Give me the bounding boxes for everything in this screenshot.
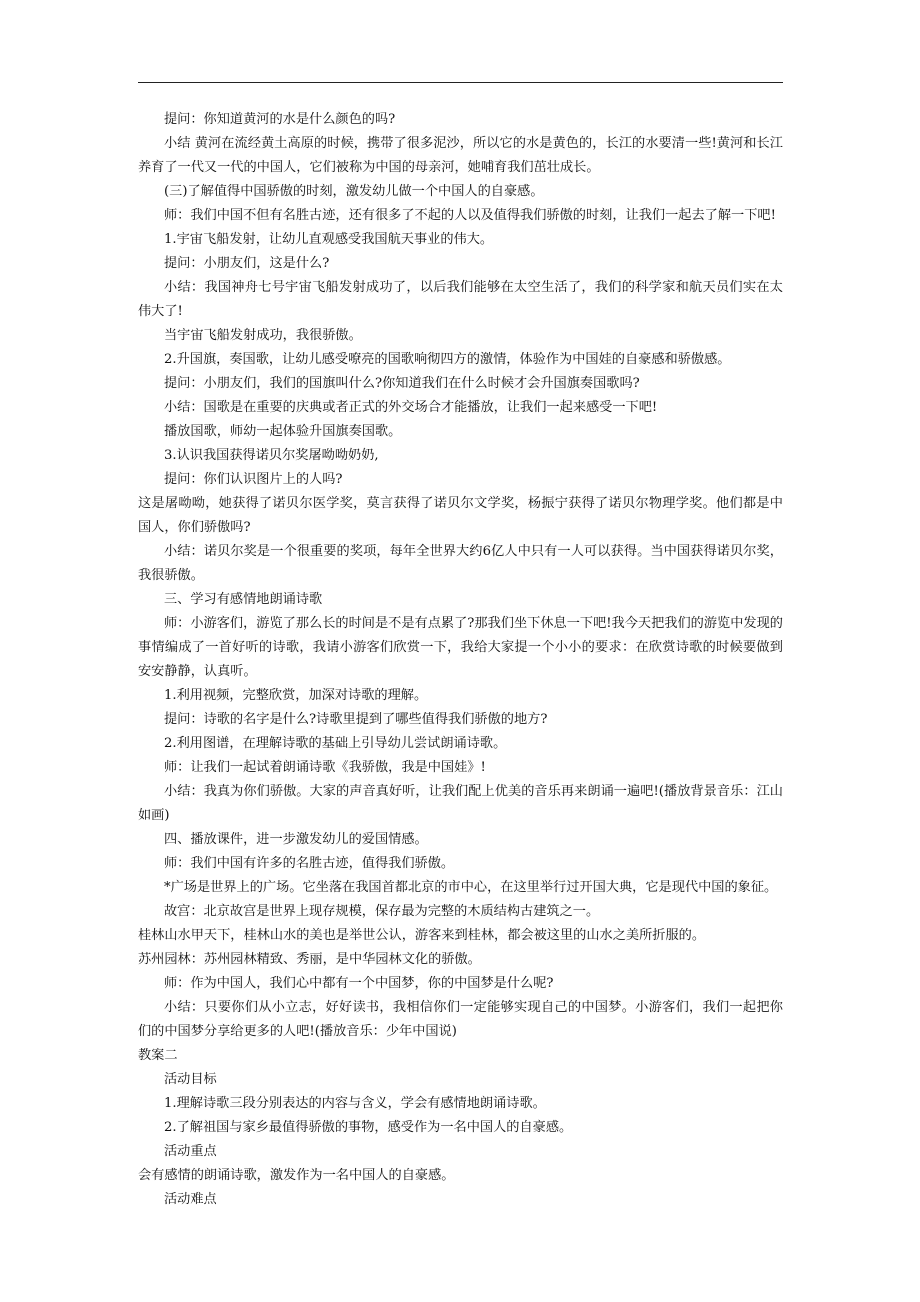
paragraph: 师：小游客们，游览了那么长的时间是不是有点累了?那我们坐下休息一下吧!我今天把我们的游览中发现的事情编成了一首好听的诗歌，我请小游客们欣赏一下，我给大家提一个小小的要求：在欣赏诗歌的时候要做到安安静静，认真听。 bbox=[138, 616, 783, 679]
paragraph: 当宇宙飞船发射成功，我很骄傲。 bbox=[164, 328, 362, 343]
document-body bbox=[138, 108, 783, 1212]
paragraph: 播放国歌，师幼一起体验升国旗奏国歌。 bbox=[164, 424, 402, 439]
paragraph: 提问：你们认识图片上的人吗? bbox=[164, 472, 343, 487]
paragraph: 1.理解诗歌三段分别表达的内容与含义，学会有感情地朗诵诗歌。 bbox=[164, 1096, 546, 1111]
paragraph: 故宫：北京故宫是世界上现存规模，保存最为完整的木质结构古建筑之一。 bbox=[164, 904, 600, 919]
paragraph: 1.利用视频，完整欣赏，加深对诗歌的理解。 bbox=[164, 688, 428, 703]
paragraph: (三)了解值得中国骄傲的时刻，激发幼儿做一个中国人的自豪感。 bbox=[164, 184, 544, 199]
subheading: 活动重点 bbox=[164, 1144, 217, 1159]
paragraph: 这是屠呦呦，她获得了诺贝尔医学奖，莫言获得了诺贝尔文学奖，杨振宁获得了诺贝尔物理学奖。他们都是中国人，你们骄傲吗? bbox=[138, 496, 783, 535]
paragraph: 小结：只要你们从小立志，好好读书，我相信你们一定能够实现自己的中国梦。小游客们，我们一起把你们的中国梦分享给更多的人吧!(播放音乐：少年中国说) bbox=[138, 1000, 783, 1039]
paragraph: 1.宇宙飞船发射，让幼儿直观感受我国航天事业的伟大。 bbox=[164, 232, 494, 247]
section-heading: 四、播放课件，进一步激发幼儿的爱国情感。 bbox=[164, 832, 428, 847]
paragraph: 2.利用图谱，在理解诗歌的基础上引导幼儿尝试朗诵诗歌。 bbox=[164, 736, 507, 751]
paragraph: 苏州园林：苏州园林精致、秀丽，是中华园林文化的骄傲。 bbox=[138, 952, 481, 967]
paragraph: 小结：诺贝尔奖是一个很重要的奖项，每年全世界大约6亿人中只有一人可以获得。当中国获得诺贝尔奖，我很骄傲。 bbox=[138, 544, 783, 583]
paragraph: 2.升国旗，奏国歌，让幼儿感受嘹亮的国歌响彻四方的激情，体验作为中国娃的自豪感和骄傲感。 bbox=[164, 352, 731, 367]
paragraph: 小结：我真为你们骄傲。大家的声音真好听，让我们配上优美的音乐再来朗诵一遍吧!(播放背景音乐：江山如画) bbox=[138, 784, 783, 823]
paragraph: 提问：诗歌的名字是什么?诗歌里提到了哪些值得我们骄傲的地方? bbox=[164, 712, 548, 727]
paragraph: 小结：国歌是在重要的庆典或者正式的外交场合才能播放，让我们一起来感受一下吧! bbox=[164, 400, 658, 415]
subheading: 活动难点 bbox=[164, 1192, 217, 1207]
paragraph: 3.认识我国获得诺贝尔奖屠呦呦奶奶, bbox=[164, 448, 379, 463]
paragraph: 提问：你知道黄河的水是什么颜色的吗? bbox=[164, 112, 396, 127]
header-rule bbox=[138, 82, 783, 83]
paragraph: 师：我们中国有许多的名胜古迹，值得我们骄傲。 bbox=[164, 856, 455, 871]
section-heading: 三、学习有感情地朗诵诗歌 bbox=[164, 592, 323, 607]
subheading: 活动目标 bbox=[164, 1072, 217, 1087]
paragraph: 师：我们中国不但有名胜古迹，还有很多了不起的人以及值得我们骄傲的时刻，让我们一起去了解一下吧! bbox=[164, 208, 776, 223]
paragraph: 小结：我国神舟七号宇宙飞船发射成功了，以后我们能够在太空生活了，我们的科学家和航天员们实在太伟大了! bbox=[138, 280, 783, 319]
paragraph: *广场是世界上的广场。它坐落在我国首都北京的市中心，在这里举行过开国大典，它是现代中国的象征。 bbox=[164, 880, 778, 895]
paragraph: 师：让我们一起试着朗诵诗歌《我骄傲，我是中国娃》! bbox=[164, 760, 486, 775]
paragraph: 会有感情的朗诵诗歌，激发作为一名中国人的自豪感。 bbox=[138, 1168, 455, 1183]
paragraph: 提问：小朋友们，这是什么? bbox=[164, 256, 330, 271]
paragraph: 小结 黄河在流经黄土高原的时候，携带了很多泥沙，所以它的水是黄色的，长江的水要清一些!黄河和长江养育了一代又一代的中国人，它们被称为中国的母亲河，她哺育我们茁壮成长。 bbox=[138, 136, 783, 175]
paragraph: 2.了解祖国与家乡最值得骄傲的事物，感受作为一名中国人的自豪感。 bbox=[164, 1120, 573, 1135]
paragraph: 桂林山水甲天下，桂林山水的美也是举世公认，游客来到桂林，都会被这里的山水之美所折服的。 bbox=[138, 928, 706, 943]
paragraph: 提问：小朋友们，我们的国旗叫什么?你知道我们在什么时候才会升国旗奏国歌吗? bbox=[164, 376, 640, 391]
paragraph: 师：作为中国人，我们心中都有一个中国梦，你的中国梦是什么呢? bbox=[164, 976, 554, 991]
section-heading: 教案二 bbox=[138, 1048, 178, 1063]
